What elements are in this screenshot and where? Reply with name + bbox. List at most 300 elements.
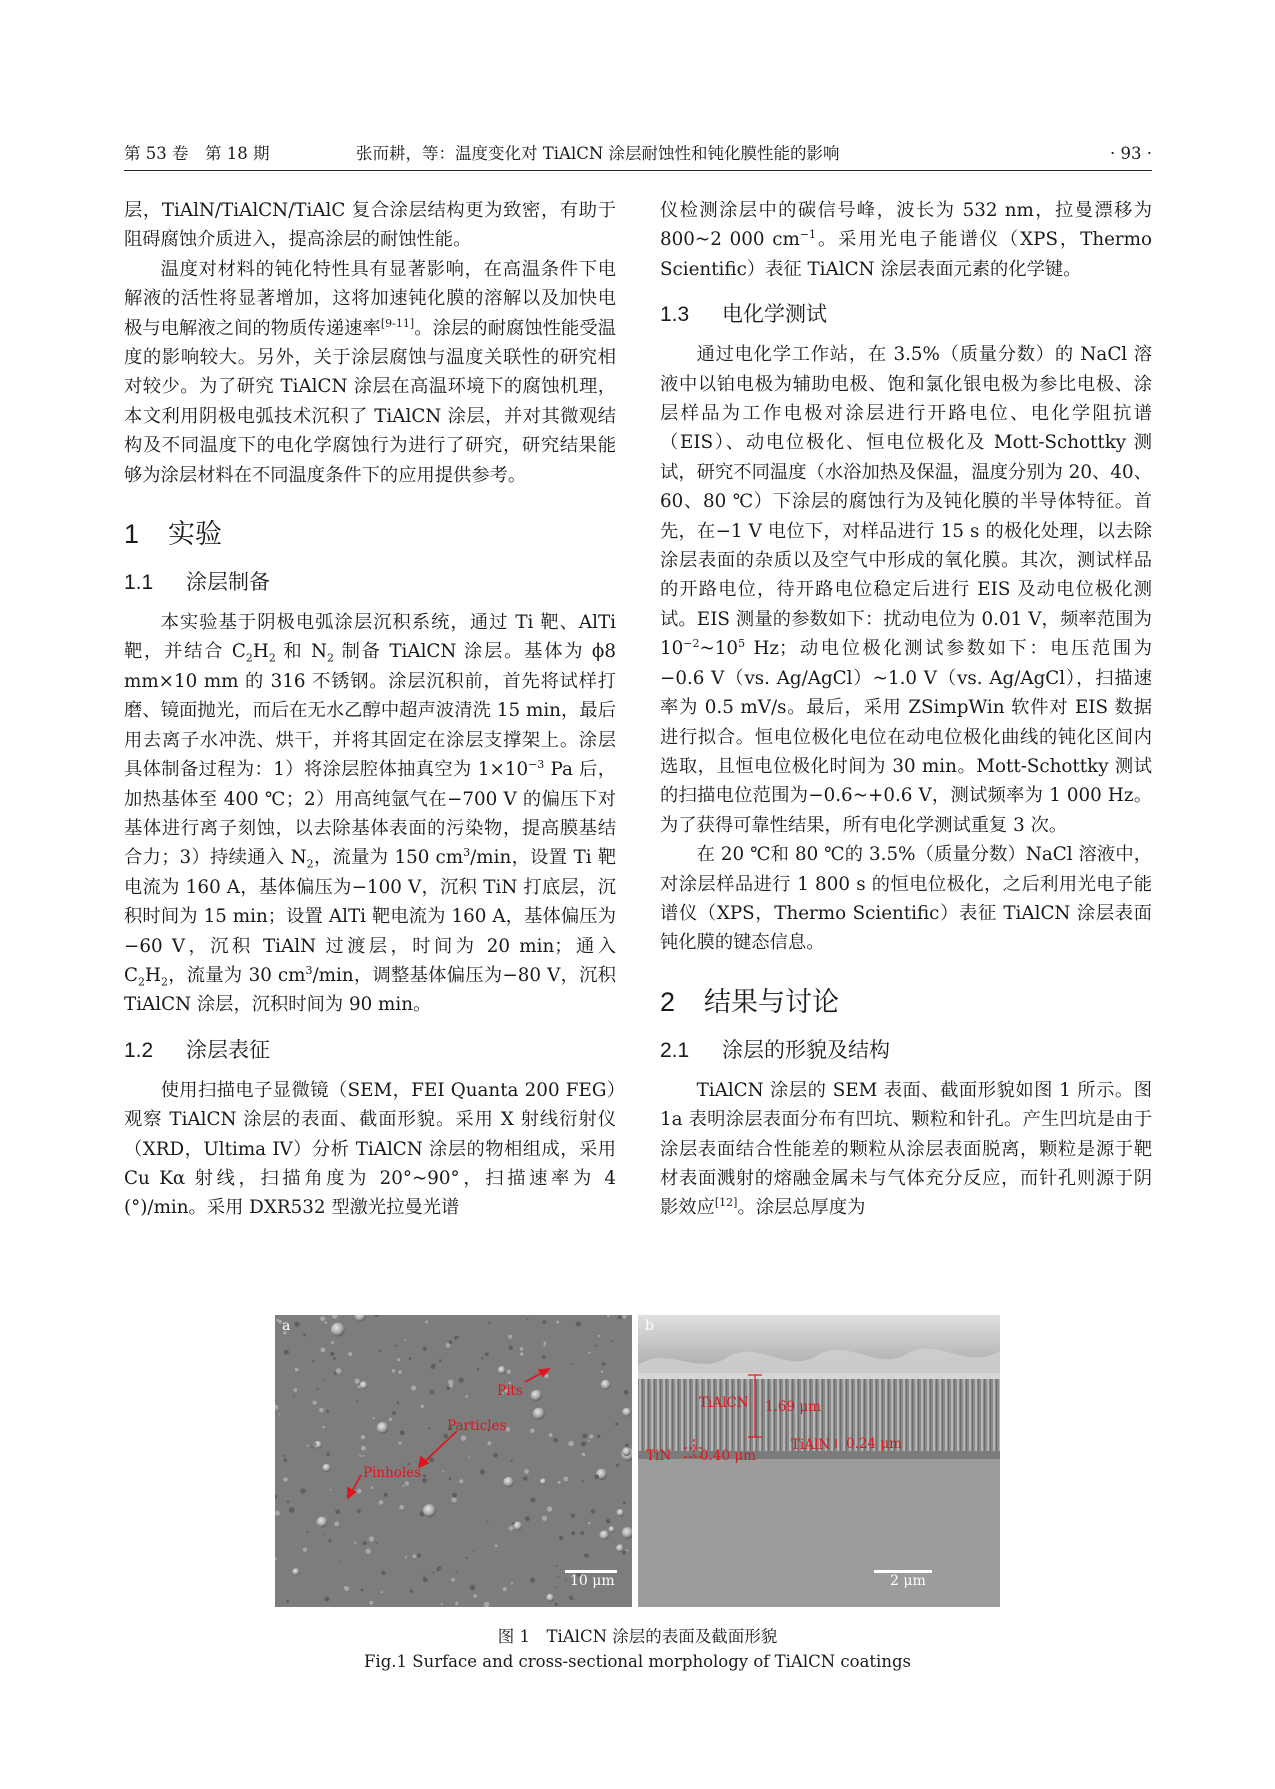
- surface-particle: [361, 1588, 364, 1591]
- surface-particle: [520, 1347, 524, 1351]
- section-title: 涂层的形貌及结构: [722, 1038, 890, 1062]
- surface-particle: [565, 1579, 567, 1581]
- surface-particle: [582, 1480, 584, 1482]
- surface-particle: [443, 1434, 448, 1439]
- surface-particle: [404, 1339, 406, 1341]
- surface-particle: [512, 1522, 515, 1525]
- surface-particle: [441, 1603, 443, 1605]
- sem-surface-image: [275, 1315, 632, 1607]
- surface-particle: [322, 1426, 325, 1429]
- surface-particle: [306, 1531, 308, 1533]
- surface-particle: [409, 1357, 412, 1360]
- header-rule: [124, 170, 1152, 171]
- surface-particle: [378, 1350, 380, 1352]
- surface-particle: [278, 1414, 280, 1416]
- surface-particle: [582, 1453, 586, 1457]
- surface-particle: [417, 1554, 421, 1558]
- paragraph: [124, 608, 616, 1020]
- surface-particle: [411, 1385, 416, 1390]
- text-run: 温度对材料的钝化特性具有显著影响，在高温条件下电解液的活性将显著增加，这将加速钝化膜的溶解以及加快电极与电解液之间的物质传递速率: [124, 258, 616, 339]
- surface-particle: [557, 1576, 559, 1578]
- surface-particle: [530, 1429, 535, 1434]
- surface-particle: [485, 1352, 489, 1356]
- surface-particle: [303, 1334, 306, 1337]
- surface-particle: [591, 1509, 596, 1514]
- surface-particle: [321, 1348, 326, 1353]
- surface-particle: [330, 1489, 332, 1491]
- surface-particle: [525, 1516, 530, 1521]
- surface-particle: [616, 1544, 624, 1552]
- surface-particle: [498, 1366, 506, 1374]
- surface-particle: [602, 1362, 606, 1366]
- figure-caption-cn: 图 1 TiAlCN 涂层的表面及截面形貌: [497, 1627, 778, 1646]
- surface-particle: [556, 1586, 558, 1588]
- text-run: 使用扫描电子显微镜（SEM，FEI Quanta 200 FEG）观察 TiAlCN 涂层的表面、截面形貌。采用 X 射线衍射仪（XRD，Ultima IV）分析 TiAlCN 涂层的物相组成，采用 Cu Kα 射线，扫描角度为 20°~90°，扫描速率为 4 (°)/min。采用 DXR532 型激光拉曼光谱: [124, 1079, 616, 1219]
- surface-particle: [582, 1434, 587, 1439]
- text-run: 在 20 ℃和 80 ℃的 3.5%（质量分数）NaCl 溶液中，对涂层样品进行 1 800 s 的恒电位极化，之后利用光电子能谱仪（XPS，Thermo Scientific）表征 TiAlCN 涂层表面钝化膜的键态信息。: [660, 844, 1152, 954]
- subsection-heading: [660, 1036, 1152, 1066]
- surface-particle: [455, 1602, 458, 1605]
- subscript: 2: [138, 975, 145, 989]
- surface-particle: [320, 1316, 325, 1321]
- surface-particle: [542, 1320, 546, 1324]
- text-run: Hz；动电位极化测试参数如下：电压范围为 −0.6 V（vs. Ag/AgCl）~1.0 V（vs. Ag/AgCl），扫描速率为 0.5 mV/s。最后，采用 ZSimpWin 软件对 EIS 数据进行拟合。恒电位极化电位在动电位极化曲线的钝化区间内选取，且恒电位极化时间为 30 min。Mott-Schottky 测试的扫描电位范围为−0.6~+0.6 V，测试频率为 1 000 Hz。为了获得可靠性结果，所有电化学测试重复 3 次。: [660, 638, 1152, 836]
- surface-particle: [324, 1534, 326, 1536]
- surface-particle: [389, 1418, 392, 1421]
- superscript: −2: [683, 637, 700, 651]
- surface-particle: [600, 1530, 610, 1540]
- surface-particle: [571, 1363, 573, 1365]
- text-run: 。采用光电子能谱仪（XPS，Thermo Scientific）表征 TiAlCN 涂层表面元素的化学键。: [660, 229, 1152, 280]
- surface-particle: [294, 1322, 299, 1327]
- surface-particle: [487, 1521, 489, 1523]
- surface-particle: [430, 1390, 435, 1395]
- surface-particle: [334, 1521, 339, 1526]
- surface-particle: [511, 1582, 513, 1584]
- surface-particle: [493, 1453, 498, 1458]
- surface-particle: [354, 1542, 356, 1544]
- surface-particle: [356, 1400, 358, 1402]
- surface-particle: [511, 1460, 513, 1462]
- surface-particle: [595, 1344, 597, 1346]
- surface-particle: [581, 1441, 586, 1446]
- panel-label: a: [282, 1318, 291, 1334]
- surface-particle: [331, 1323, 345, 1337]
- surface-particle: [326, 1452, 330, 1456]
- surface-particle: [625, 1443, 629, 1447]
- surface-particle: [611, 1340, 613, 1342]
- subsection-heading: [124, 1036, 616, 1066]
- surface-particle: [363, 1455, 365, 1457]
- surface-particle: [524, 1469, 529, 1474]
- surface-particle: [311, 1447, 313, 1449]
- surface-particle: [564, 1477, 569, 1482]
- surface-particle: [303, 1548, 307, 1552]
- surface-particle: [554, 1603, 557, 1606]
- surface-particle: [333, 1357, 336, 1360]
- surface-particle: [323, 1464, 331, 1472]
- sem-surface-texture: [275, 1315, 632, 1607]
- surface-particle: [465, 1395, 468, 1398]
- surface-particle: [622, 1315, 626, 1319]
- surface-particle: [449, 1340, 453, 1344]
- surface-particle: [624, 1390, 629, 1395]
- surface-particle: [398, 1370, 402, 1374]
- surface-particle: [622, 1408, 631, 1417]
- section-number: 1: [124, 519, 140, 550]
- surface-particle: [584, 1553, 589, 1558]
- running-head: [124, 141, 1152, 167]
- surface-particle: [455, 1571, 457, 1573]
- surface-particle: [580, 1531, 584, 1535]
- surface-particle: [571, 1531, 575, 1535]
- surface-particle: [523, 1476, 528, 1481]
- surface-particle: [289, 1507, 295, 1513]
- surface-particle: [488, 1322, 490, 1324]
- surface-particle: [569, 1596, 573, 1600]
- surface-particle: [283, 1477, 287, 1481]
- section-number: 2: [660, 986, 676, 1017]
- surface-particle: [626, 1549, 628, 1551]
- particles-label: Particles: [447, 1418, 507, 1434]
- surface-particle: [335, 1509, 340, 1514]
- surface-particle: [503, 1477, 513, 1487]
- section-title: 电化学测试: [722, 303, 827, 327]
- surface-particle: [369, 1536, 374, 1541]
- surface-particle: [446, 1386, 450, 1390]
- surface-particle: [568, 1441, 573, 1446]
- sem-cross-section-texture: [638, 1315, 1000, 1607]
- section-number: 2.1: [660, 1038, 690, 1062]
- surface-particle: [484, 1602, 489, 1607]
- surface-particle: [530, 1578, 535, 1583]
- surface-particle: [609, 1526, 615, 1532]
- surface-particle: [431, 1364, 436, 1369]
- surface-particle: [547, 1506, 552, 1511]
- surface-particle: [457, 1336, 459, 1338]
- surface-particle: [392, 1411, 396, 1415]
- surface-particle: [412, 1554, 416, 1558]
- surface-particle: [286, 1600, 289, 1603]
- sem-cross-section-image: [638, 1315, 1000, 1607]
- surface-particle: [400, 1430, 405, 1435]
- subscript: 2: [306, 857, 314, 871]
- section-title: 结果与讨论: [704, 986, 839, 1017]
- surface-particle: [357, 1509, 361, 1513]
- surface-particle: [323, 1379, 325, 1381]
- tin-thickness: 0.40 μm: [700, 1448, 756, 1464]
- surface-particle: [392, 1369, 396, 1373]
- surface-particle: [594, 1475, 599, 1480]
- surface-particle: [588, 1440, 590, 1442]
- figure-caption-en: Fig.1 Surface and cross-sectional morphology of TiAlCN coatings: [363, 1652, 911, 1671]
- surface-particle: [293, 1388, 297, 1392]
- surface-particle: [384, 1493, 388, 1497]
- surface-particle: [530, 1498, 535, 1503]
- surface-particle: [300, 1488, 305, 1493]
- paragraph: [124, 1076, 616, 1223]
- surface-particle: [618, 1315, 622, 1319]
- surface-particle: [622, 1447, 631, 1456]
- left-column: [124, 196, 616, 1223]
- surface-particle: [359, 1455, 361, 1457]
- surface-particle: [381, 1571, 385, 1575]
- pinholes-label: Pinholes: [363, 1465, 422, 1481]
- surface-particle: [313, 1401, 317, 1405]
- surface-particle: [606, 1519, 611, 1524]
- surface-particle: [275, 1558, 277, 1560]
- paragraph: [660, 1076, 1152, 1223]
- section-number: 1.2: [124, 1038, 154, 1062]
- surface-particle: [473, 1594, 477, 1598]
- surface-particle: [466, 1557, 468, 1559]
- surface-particle: [328, 1539, 331, 1542]
- surface-particle: [334, 1372, 337, 1375]
- surface-particle: [549, 1433, 553, 1437]
- surface-particle: [507, 1370, 511, 1374]
- surface-particle: [370, 1486, 373, 1489]
- tin-layer-label: TiN: [646, 1448, 672, 1464]
- surface-particle: [533, 1408, 545, 1420]
- pits-label: Pits: [497, 1383, 523, 1399]
- surface-particle: [546, 1594, 554, 1602]
- surface-particle: [275, 1511, 280, 1516]
- surface-particle: [556, 1321, 559, 1324]
- text-run: Pa 后，加热基体至 400 ℃；2）用高纯氩气在−700 V 的偏压下对基体进行离子刻蚀，以去除基体表面的污染物，提高膜基结合力；3）持续通入 N: [124, 759, 616, 869]
- surface-particle: [275, 1405, 278, 1410]
- surface-particle: [312, 1360, 314, 1362]
- text-run: 本实验基于阴极电弧涂层沉积系统，通过 Ti 靶、AlTi 靶，并结合 C: [124, 612, 616, 663]
- surface-particle: [361, 1435, 365, 1439]
- surface-particle: [543, 1344, 545, 1346]
- surface-particle: [576, 1321, 581, 1326]
- surface-particle: [363, 1541, 367, 1545]
- surface-particle: [377, 1422, 389, 1434]
- superscript: −1: [799, 228, 817, 242]
- running-title: 张而耕，等：温度变化对 TiAlCN 涂层耐蚀性和钝化膜性能的影响: [356, 144, 840, 163]
- volume-issue: 第 53 卷 第 18 期: [124, 144, 270, 163]
- panel-label: b: [645, 1318, 654, 1334]
- surface-particle: [527, 1318, 529, 1320]
- surface-particle: [376, 1542, 378, 1544]
- surface-particle: [556, 1565, 558, 1567]
- surface-particle: [558, 1481, 561, 1484]
- surface-particle: [397, 1358, 400, 1361]
- surface-particle: [601, 1371, 603, 1373]
- section-number: 1.1: [124, 571, 154, 595]
- surface-particle: [542, 1516, 547, 1521]
- surface-particle: [588, 1352, 590, 1354]
- subscript: 2: [268, 652, 276, 666]
- surface-particle: [449, 1383, 453, 1387]
- surface-particle: [275, 1495, 277, 1497]
- surface-particle: [339, 1561, 341, 1563]
- scale-bar-label: 2 μm: [890, 1573, 926, 1589]
- surface-particle: [622, 1527, 632, 1539]
- text-run: H: [145, 964, 161, 986]
- surface-particle: [623, 1501, 626, 1504]
- surface-particle: [360, 1381, 368, 1389]
- surface-particle: [315, 1443, 317, 1445]
- surface-particle: [399, 1505, 404, 1510]
- surface-particle: [423, 1577, 428, 1582]
- surface-particle: [597, 1435, 600, 1438]
- surface-particle: [451, 1578, 454, 1581]
- surface-particle: [480, 1469, 485, 1474]
- section-title: 涂层制备: [186, 571, 270, 595]
- superscript: 3: [463, 846, 471, 860]
- surface-particle: [410, 1590, 413, 1593]
- surface-particle: [396, 1401, 399, 1404]
- surface-particle: [287, 1500, 289, 1502]
- surface-particle: [571, 1514, 575, 1518]
- surface-particle: [283, 1455, 285, 1457]
- surface-particle: [433, 1572, 435, 1574]
- subsection-heading: [660, 300, 1152, 330]
- paragraph: [660, 196, 1152, 284]
- surface-particle: [553, 1438, 558, 1443]
- surface-particle: [423, 1474, 426, 1477]
- subscript: 2: [245, 652, 253, 666]
- surface-particle: [559, 1536, 563, 1540]
- surface-particle: [293, 1396, 295, 1398]
- surface-particle: [428, 1427, 430, 1429]
- citation: [12]: [714, 1196, 738, 1210]
- text-run: ，流量为 30 cm: [167, 964, 306, 986]
- paragraph: [660, 840, 1152, 958]
- surface-particle: [451, 1497, 456, 1502]
- text-run: 和 N: [275, 641, 328, 663]
- surface-particle: [459, 1479, 463, 1483]
- surface-particle: [379, 1500, 384, 1505]
- surface-particle: [336, 1368, 341, 1373]
- surface-particle: [544, 1342, 547, 1345]
- surface-particle: [330, 1352, 334, 1356]
- surface-particle: [589, 1434, 593, 1438]
- surface-particle: [508, 1335, 512, 1339]
- text-run: /min，调整基体偏压为−80 V，沉积 TiAlCN 涂层，沉积时间为 90 min。: [124, 964, 616, 1016]
- text-run: 层，TiAlN/TiAlCN/TiAlC 复合涂层结构更为致密，有助于阻碍腐蚀介质进入，提高涂层的耐蚀性能。: [124, 200, 616, 251]
- surface-particle: [442, 1470, 444, 1472]
- text-run: H: [252, 641, 269, 663]
- surface-particle: [373, 1417, 375, 1419]
- surface-particle: [615, 1422, 618, 1425]
- surface-particle: [381, 1591, 383, 1593]
- text-run: 制备 TiAlCN 涂层。基体为 ϕ8 mm×10 mm 的 316 不锈钢。涂层沉积前，首先将试样打磨、镜面抛光，而后在无水乙醇中超声波清洗 15 min，最后用去离子水冲洗、烘干，并将其固定在涂层支撑架上。涂层具体制备过程为：1）将涂层腔体抽真空为 1×10: [124, 641, 616, 781]
- surface-particle: [461, 1436, 466, 1441]
- surface-particle: [469, 1457, 471, 1459]
- text-run: ，流量为 150 cm: [313, 847, 464, 869]
- surface-particle: [425, 1320, 428, 1323]
- surface-particle: [540, 1478, 546, 1484]
- surface-particle: [319, 1408, 324, 1413]
- section-heading: [660, 984, 1152, 1020]
- surface-particle: [449, 1478, 452, 1481]
- text-run: TiAlCN 涂层的 SEM 表面、截面形貌如图 1 所示。图 1a 表明涂层表面分布有凹坑、颗粒和针孔。产生凹坑是由于涂层表面结合性能差的颗粒从涂层表面脱离，颗粒是源于靶材表面溅射的熔融金属未与气体充分反应，而针孔则源于阴影效应: [660, 1079, 1152, 1219]
- surface-particle: [317, 1517, 328, 1528]
- surface-particle: [348, 1352, 352, 1356]
- surface-particle: [332, 1315, 338, 1319]
- section-title: 实验: [168, 519, 222, 550]
- citation: [9-11]: [380, 316, 415, 330]
- tialcn-layer-label: TiAlCN: [699, 1395, 749, 1411]
- surface-particle: [438, 1566, 442, 1570]
- superscript: 5: [738, 637, 746, 651]
- surface-particle: [446, 1343, 451, 1348]
- surface-particle: [439, 1359, 442, 1362]
- surface-particle: [357, 1489, 362, 1494]
- surface-particle: [405, 1481, 409, 1485]
- surface-particle: [607, 1315, 610, 1317]
- surface-particle: [588, 1522, 591, 1525]
- surface-particle: [459, 1378, 464, 1383]
- surface-particle: [598, 1335, 600, 1337]
- surface-particle: [617, 1509, 624, 1516]
- surface-particle: [452, 1493, 457, 1498]
- surface-particle: [487, 1441, 491, 1445]
- surface-particle: [495, 1544, 498, 1547]
- surface-particle: [423, 1575, 425, 1577]
- surface-particle: [355, 1315, 366, 1322]
- surface-particle: [481, 1357, 484, 1360]
- surface-particle: [616, 1464, 619, 1467]
- surface-particle: [284, 1350, 289, 1355]
- surface-particle: [429, 1457, 434, 1462]
- surface-particle: [316, 1522, 318, 1524]
- surface-particle: [503, 1587, 507, 1591]
- section-number: 1.3: [660, 303, 690, 327]
- text-run: 通过电化学工作站，在 3.5%（质量分数）的 NaCl 溶液中以铂电极为辅助电极、饱和氯化银电极为参比电极、涂层样品为工作电极对涂层进行开路电位、电化学阻抗谱（EIS）、动电位极化、恒电位极化及 Mott-Schottky 测试，研究不同温度（水浴加热及保温，温度分别为 20、40、60、80 ℃）下涂层的腐蚀行为及钝化膜的半导体特征。首先，在−1 V 电位下，对样品进行 15 s 的极化处理，以去除涂层表面的杂质以及空气中形成的氧化膜。其次，测试样品的开路电位，待开路电位稳定后进行 EIS 及动电位极化测试。EIS 测量的参数如下：扰动电位为 0.01 V，频率范围为 10: [660, 344, 1152, 660]
- surface-particle: [520, 1352, 524, 1356]
- surface-particle: [295, 1368, 299, 1372]
- surface-particle: [422, 1478, 427, 1483]
- superscript: 3: [305, 963, 313, 977]
- text-run: 。涂层总厚度为: [737, 1197, 866, 1219]
- surface-particle: [369, 1601, 373, 1605]
- surface-particle: [421, 1405, 424, 1408]
- surface-particle: [326, 1410, 329, 1413]
- surface-particle: [470, 1585, 476, 1591]
- surface-particle: [542, 1355, 546, 1359]
- surface-particle: [402, 1485, 404, 1487]
- surface-particle: [423, 1504, 436, 1517]
- surface-particle: [531, 1390, 542, 1401]
- text-run: ~10: [699, 638, 739, 660]
- surface-particle: [374, 1315, 378, 1317]
- surface-particle: [398, 1441, 401, 1444]
- scale-bar-label: 10 μm: [570, 1573, 615, 1589]
- surface-particle: [317, 1388, 319, 1390]
- tialcn-thickness: 1.69 μm: [765, 1399, 821, 1415]
- surface-particle: [509, 1346, 513, 1350]
- paragraph: [124, 255, 616, 490]
- figure-1: [275, 1315, 1000, 1607]
- surface-particle: [355, 1378, 360, 1383]
- surface-particle: [361, 1446, 366, 1451]
- surface-particle: [601, 1380, 611, 1390]
- section-title: 涂层表征: [186, 1038, 270, 1062]
- text-run: 仪检测涂层中的碳信号峰，波长为 532 nm，拉曼漂移为 800~2 000 cm: [660, 200, 1152, 251]
- surface-particle: [405, 1556, 407, 1558]
- right-column: [660, 196, 1152, 1223]
- paragraph: [124, 196, 616, 255]
- surface-particle: [477, 1368, 479, 1370]
- surface-particle: [358, 1386, 361, 1389]
- surface-particle: [325, 1597, 330, 1602]
- text-run: /min，设置 Ti 靶电流为 160 A，基体偏压为−100 V，沉积 TiN 打底层，沉积时间为 15 min；设置 AlTi 靶电流为 160 A，基体偏压为−60 V，沉积 TiAlN 过渡层，时间为 20 min；通入 C: [124, 847, 616, 986]
- tialn-layer-label: TiAlN: [791, 1437, 831, 1453]
- surface-particle: [395, 1344, 397, 1346]
